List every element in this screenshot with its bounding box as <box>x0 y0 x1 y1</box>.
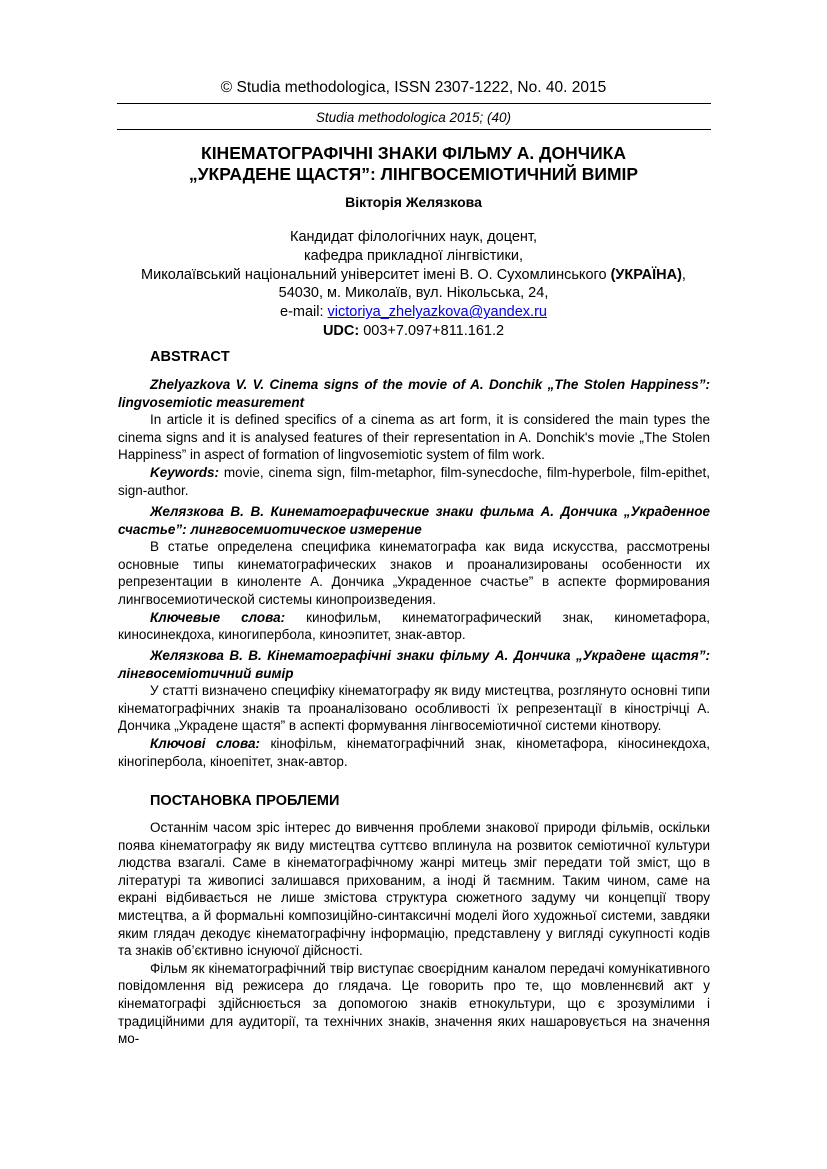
section-heading: ПОСТАНОВКА ПРОБЛЕМИ <box>150 793 340 809</box>
abstract-heading: ABSTRACT <box>150 349 230 365</box>
keywords-label: Keywords: <box>150 464 220 480</box>
abstract-en <box>118 376 710 499</box>
affiliation-address: 54030, м. Миколаїв, вул. Нікольська, 24, <box>278 285 549 302</box>
abstract-uk-keywords <box>118 735 710 770</box>
title-line-2: „УКРАДЕНЕ ЩАСТЯ”: ЛІНГВОСЕМІОТИЧНИЙ ВИМІР <box>188 164 639 184</box>
udc-line <box>60 322 767 341</box>
affiliation-university <box>60 266 767 285</box>
udc-value: 003+7.097+811.161.2 <box>359 322 505 339</box>
abstract-uk <box>118 647 710 770</box>
author-affiliation <box>60 228 767 341</box>
section-paragraph-1: Останнім часом зріс інтерес до вивчення проблеми знакової природи фільмів, оскільки поява кінематографу як виду мистецтва суттєво вплинула на розвиток семіотичної культури людства взагалі. Саме в кінематографічному жанрі митець зміг передати той зміст, що в літературі та живописі залишався прихованим, а іноді й таємним. Таким чином, саме на екрані відбивається не лише змістова структура сюжетного задуму чи концепції твору мистецтва, а й формальні композиційно-синтаксичні моделі його художньої системи, завдяки яким глядач декодує кінематографічну інформацію, представлену у вигляді сукупності кодів та знаків об’єктивно існуючої дійсності. <box>118 820 710 959</box>
university-name: Миколаївський національний університет імені В. О. Сухомлинського <box>141 266 611 283</box>
abstract-ru <box>118 503 710 644</box>
journal-line: Studia methodologica 2015; (40) <box>315 110 512 125</box>
affiliation-degree: Кандидат філологічних наук, доцент, <box>290 229 537 245</box>
email-label: e-mail: <box>280 304 328 321</box>
abstract-ru-keywords <box>118 609 710 644</box>
author-name: Вікторія Желязкова <box>345 194 482 210</box>
title-line-1: КІНЕМАТОГРАФІЧНІ ЗНАКИ ФІЛЬМУ А. ДОНЧИКА <box>201 143 626 163</box>
keywords-text: movie, cinema sign, film-metaphor, film-synecdoche, film-hyperbole, film-epithet, sign-author. <box>118 464 710 498</box>
section-paragraph-2: Фільм як кінематографічний твір виступає своєрідним каналом передачі комунікативного повідомлення від режисера до глядача. Це говорить про те, що мовленнєвий акт у кінематографі здійснюється за допомогою знаків етнокультури, що є зрозумілими і традиційними для аудиторії, та технічних знаків, значення яких нашаровується на значення мо- <box>118 960 710 1047</box>
article-title <box>100 143 727 185</box>
header-rule-top <box>117 103 711 104</box>
abstract-ru-body: В статье определена специфика кинематографа как вида искусства, рассмотрены основные типы кинематографических знаков и проанализированы особенности их репрезентации в киноленте А. Дончика „Украденное счастье” в аспекте формирования лингвосемиотической системы кинопроизведения. <box>118 539 710 607</box>
university-punct: , <box>681 266 686 283</box>
keywords-text: кинофильм, кинематографический знак, кинометафора, киносинекдоха, киногипербола, киноэпитет, знак-автор. <box>118 609 710 643</box>
keywords-label: Ключові слова: <box>150 735 260 751</box>
abstract-en-body: In article it is defined specifics of a cinema as art form, it is considered the main types the cinema signs and it is analysed features of their representation in A. Donchik's movie „The Stolen Happiness” in aspect of formation of lingvosemiotic system of film work. <box>118 412 710 463</box>
header-rule-bottom <box>117 129 711 130</box>
section-body <box>118 819 710 1048</box>
abstract-en-header: Zhelyazkova V. V. Cinema signs of the movie of A. Donchik „The Stolen Happiness”: lingvosemiotic measurement <box>118 377 710 410</box>
email-link[interactable]: victoriya_zhelyazkova@yandex.ru <box>327 304 547 321</box>
affiliation-department: кафедра прикладної лінгвістики, <box>303 247 524 264</box>
country: (УКРАЇНА) <box>610 266 682 283</box>
affiliation-email <box>60 303 767 322</box>
copyright-line: © Studia methodologica, ISSN 2307-1222, No. 40. 2015 <box>220 79 607 96</box>
keywords-text: кінофільм, кінематографічний знак, кінометафора, кіносинекдоха, кіногіпербола, кіноепітет, знак-автор. <box>118 735 710 769</box>
abstract-en-keywords <box>118 464 710 499</box>
udc-label: UDC: <box>322 322 360 339</box>
abstract-ru-header: Желязкова В. В. Кинематографические знаки фильма А. Дончика „Украденное счастье”: лингвосемиотическое измерение <box>118 504 710 537</box>
keywords-label: Ключевые слова: <box>150 609 286 625</box>
abstract-uk-body: У статті визначено специфіку кінематографу як виду мистецтва, розглянуто основні типи кінематографічних знаків та проаналізовано особливості їх репрезентації в кінострічці А. Дончика „Украдене щастя” в аспекті формування лінгвосеміотичної системи кінотвору. <box>118 683 710 734</box>
abstract-uk-header: Желязкова В. В. Кінематографічні знаки фільму А. Дончика „Украдене щастя”: лінгвосеміотичний вимір <box>118 648 710 681</box>
